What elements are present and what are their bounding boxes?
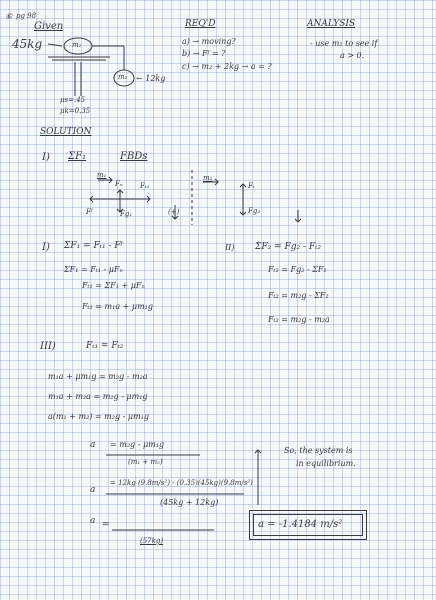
fbd1-fn-label: Fₙ: [115, 180, 123, 188]
answer-box: [249, 510, 367, 540]
part-two-line-2: Fₜ₂ = Fg₂ - ΣF₂: [268, 265, 327, 274]
fbd2-mass-label: m₂: [203, 174, 213, 182]
part-three-line-7-equals: =: [102, 520, 110, 530]
given-m1-label: m₁: [72, 41, 82, 49]
fbd1-mass-label: m₁: [97, 171, 107, 179]
part-three-line-3: m₁a + m₂a = m₂g - μm₁g: [48, 392, 148, 401]
part-one-line-1: ΣF₁ = Fₜ₁ - Fᶠ: [64, 241, 123, 251]
fbd1-plus-label: (+): [168, 208, 180, 216]
fbd2-ft-label: Fₜ: [248, 182, 255, 190]
given-mass1: 45kg: [12, 37, 43, 51]
page-reference: pg 98: [16, 12, 37, 20]
final-answer: a = -1.4184 m/s²: [258, 519, 343, 530]
part-three-line-5-denominator: (m₁ + m₂): [128, 458, 163, 466]
reqd-heading: REQ'D: [185, 19, 216, 29]
problem-number: ⑥: [5, 12, 13, 21]
fbd-sum-f: ΣF₁: [68, 151, 87, 162]
analysis-line-2: a > 0.: [340, 51, 365, 60]
part-three-line-2: m₁a + μm₁g = m₂g - m₂a: [48, 372, 148, 381]
solution-heading: SOLUTION: [40, 127, 92, 137]
part-one-line-2: ΣF₁ = Fₜ₁ - μFₙ: [64, 265, 123, 274]
part-three-line-6-numerator: = 12kg (9.8m/s²) - (0.35)(45kg)(9.8m/s²): [110, 479, 253, 487]
part-three-line-7-lhs: a: [90, 516, 96, 526]
part-three-line-6-denominator: (45kg + 12kg): [160, 498, 219, 507]
conclusion-line-2: in equilibrium.: [296, 459, 356, 468]
fbds-heading: FBDs: [120, 151, 148, 162]
part-one-label: I): [42, 242, 50, 253]
reqd-a: a) → moving?: [182, 37, 236, 46]
fbd2-fg-label: Fg₂: [248, 207, 261, 215]
part-two-line-4: Fₜ₂ = m₂g - m₂a: [268, 315, 330, 324]
part-two-line-3: Fₜ₂ = m₂g - ΣF₂: [268, 291, 329, 300]
analysis-line-1: - use m₂ to see if: [310, 39, 378, 48]
part-three-label: III): [40, 341, 56, 352]
part-three-line-4: a(m₁ + m₂) = m₂g - μm₁g: [48, 412, 149, 421]
given-heading: Given: [34, 21, 64, 32]
part-three-line-5-numerator: = m₂g - μm₁g: [110, 440, 165, 449]
conclusion-line-1: So, the system is: [284, 446, 353, 455]
fbd1-ft-label: Fₜ₁: [140, 182, 150, 190]
fbd1-ff-label: Fᶠ: [86, 208, 93, 216]
given-mu-s: μs=.45: [60, 96, 86, 104]
given-mu-k: μk=0.35: [60, 107, 91, 115]
part-two-line-1: ΣF₂ = Fg₂ - Fₜ₂: [255, 242, 321, 252]
given-mass2: ← 12kg: [136, 74, 166, 83]
reqd-b: b) → Fᶠ = ?: [182, 49, 226, 58]
fbd-part-label: I): [42, 152, 50, 163]
fbd1-fg-label: Fg₁: [120, 210, 133, 218]
analysis-heading: ANALYSIS: [307, 19, 356, 29]
part-three-line-5-lhs: a: [90, 440, 96, 450]
part-three-line-1: Fₜ₁ = Fₜ₂: [86, 341, 124, 351]
part-one-line-3: Fₜ₁ = ΣF₁ + μFₙ: [82, 281, 145, 290]
part-two-label: II): [225, 243, 235, 252]
given-m2-label: m₂: [118, 73, 128, 81]
part-three-line-7-denominator: (57kg): [140, 537, 164, 545]
reqd-c: c) → m₂ + 2kg → a = ?: [182, 62, 272, 71]
part-three-line-6-lhs: a: [90, 485, 96, 495]
part-one-line-4: Fₜ₁ = m₁a + μm₁g: [82, 302, 153, 311]
